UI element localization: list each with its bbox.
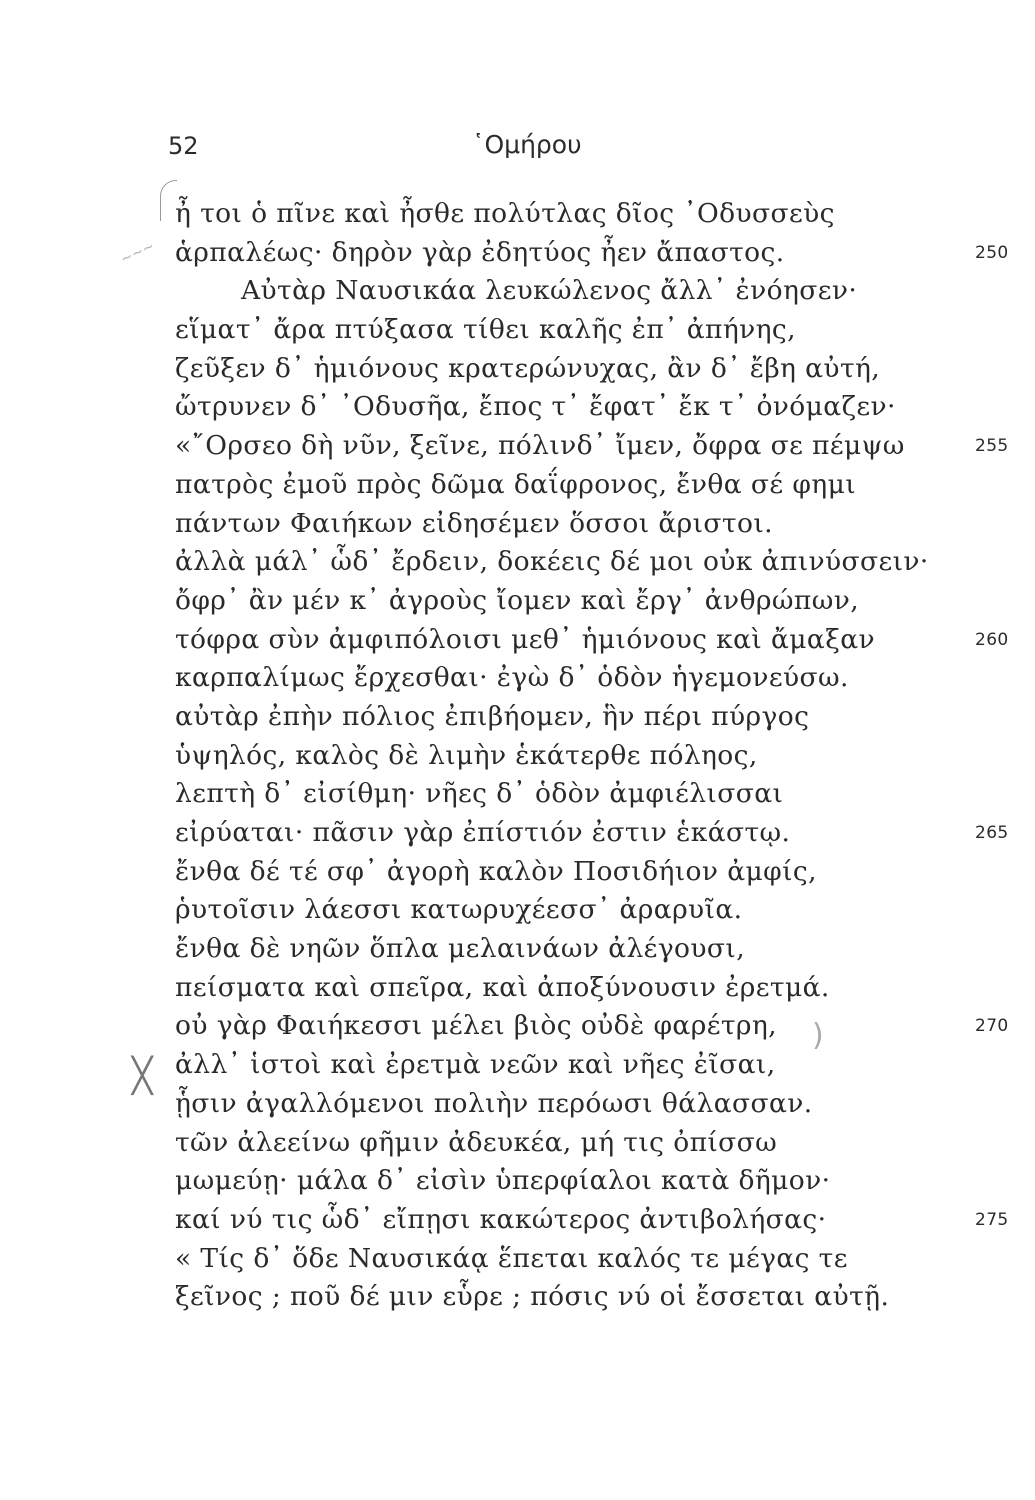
pencil-paren-mark: ) [812, 1018, 824, 1053]
verse-line [175, 930, 975, 969]
verse-line [175, 350, 975, 389]
page-number: 52 [168, 132, 199, 160]
verse-text: ἦ τοι ὁ πῖνε καὶ ἦσθε πολύτλας δῖος ᾿Οδυσσεὺς [175, 198, 835, 229]
verse-line [175, 1046, 975, 1085]
verse-line [175, 1162, 975, 1201]
verse-text: μωμεύῃ· μάλα δ᾿ εἰσὶν ὑπερφίαλοι κατὰ δῆμον· [175, 1165, 831, 1197]
verse-line [175, 388, 975, 427]
verse-text: καρπαλίμως ἔρχεσθαι· ἐγὼ δ᾿ ὁδὸν ἡγεμονεύσω. [175, 662, 849, 694]
verse-line [175, 195, 975, 234]
verse-text: οὐ γὰρ Φαιήκεσσι μέλει βιὸς οὐδὲ φαρέτρη, [175, 1010, 777, 1042]
verse-line [175, 311, 975, 350]
verse-line [175, 1085, 975, 1124]
verse-text: πάντων Φαιήκων εἰδησέμεν ὅσσοι ἄριστοι. [175, 507, 773, 539]
verse-line [175, 891, 975, 930]
pencil-cross-mark: ╳ [132, 1056, 153, 1096]
verse-line [175, 543, 975, 582]
verse-line [175, 775, 975, 814]
verse-text: ζεῦξεν δ᾿ ἡμιόνους κρατερώνυχας, ἂν δ᾿ ἔβη αὐτή, [175, 352, 881, 384]
verse-line [175, 969, 975, 1008]
line-number: 270 [975, 1016, 1009, 1037]
line-number: 275 [975, 1209, 1009, 1230]
verse-line [175, 1201, 1009, 1240]
verse-text: τῶν ἀλεείνω φῆμιν ἀδευκέα, μή τις ὀπίσσω [175, 1126, 778, 1158]
verse-text: ᾗσιν ἀγαλλόμενοι πολιὴν περόωσι θάλασσαν. [175, 1087, 813, 1119]
verse-text: Αὐτὰρ Ναυσικάα λευκώλενος ἄλλ᾿ ἐνόησεν· [241, 275, 858, 307]
verse-text: ἔνθα δὲ νηῶν ὅπλα μελαινάων ἀλέγουσι, [175, 933, 746, 965]
verse-line [175, 1240, 975, 1279]
verse-text: ὤτρυνεν δ᾿ ᾿Οδυσῆα, ἔπος τ᾿ ἔφατ᾿ ἔκ τ᾿ ὀνόμαζεν· [175, 391, 896, 423]
verse-line [175, 814, 1009, 853]
verse-line [175, 234, 1009, 273]
verse-text: «῎Ορσεο δὴ νῦν, ξεῖνε, πόλινδ᾿ ἴμεν, ὄφρα σε πέμψω [175, 430, 905, 462]
verse-text: πείσματα καὶ σπεῖρα, καὶ ἀποξύνουσιν ἐρετμά. [175, 971, 830, 1003]
verse-line [175, 582, 975, 621]
verse-line [175, 1007, 1009, 1046]
verse-line [175, 505, 975, 544]
verse-text: εἰρύαται· πᾶσιν γὰρ ἐπίστιόν ἐστιν ἑκάστῳ. [175, 817, 791, 848]
verse-text: πατρὸς ἐμοῦ πρὸς δῶμα δαΐφρονος, ἔνθα σέ φημι [175, 468, 856, 500]
running-title: ῾Ομήρου [472, 130, 582, 159]
line-number: 255 [975, 436, 1009, 457]
verse-text: ἁρπαλέως· δηρὸν γὰρ ἐδητύος ἦεν ἄπαστος. [175, 236, 785, 268]
verse-line [175, 659, 975, 698]
verse-text: ὄφρ᾿ ἂν μέν κ᾿ ἀγροὺς ἴομεν καὶ ἔργ᾿ ἀνθρώπων, [175, 584, 860, 616]
verse-line [175, 621, 1009, 660]
verse-line [175, 1124, 975, 1163]
verse-text: αὐτὰρ ἐπὴν πόλιος ἐπιβήομεν, ἣν πέρι πύργος [175, 700, 810, 732]
line-number: 265 [975, 823, 1009, 843]
verse-text: εἵματ᾿ ἄρα πτύξασα τίθει καλῆς ἐπ᾿ ἀπήνης, [175, 314, 796, 346]
verse-line [175, 737, 975, 776]
verse-text: καί νύ τις ὧδ᾿ εἴπῃσι κακώτερος ἀντιβολήσας· [175, 1203, 827, 1235]
verse-line [175, 698, 975, 737]
pencil-scribble-mark: ~~~ [118, 238, 157, 268]
verse-text: ἀλλὰ μάλ᾿ ὧδ᾿ ἔρδειν, δοκέεις δέ μοι οὐκ ἀπινύσσειν· [175, 546, 929, 578]
verse-text: ἔνθα δέ τέ σφ᾿ ἀγορὴ καλὸν Ποσιδήιον ἀμφίς, [175, 855, 817, 887]
verse-line [175, 427, 1009, 466]
verse-line [175, 466, 975, 505]
verse-text: ἀλλ᾿ ἱστοὶ καὶ ἐρετμὰ νεῶν καὶ νῆες ἐῖσαι, [175, 1049, 776, 1081]
verse-text: ὑψηλός, καλὸς δὲ λιμὴν ἑκάτερθε πόληος, [175, 739, 758, 771]
verse-text: ξεῖνος ; ποῦ δέ μιν εὗρε ; πόσις νύ οἱ ἔσσεται αὐτῇ. [175, 1281, 890, 1313]
line-number: 250 [975, 242, 1009, 263]
line-number: 260 [975, 629, 1009, 650]
verse-text: τόφρα σὺν ἀμφιπόλοισι μεθ᾿ ἡμιόνους καὶ ἄμαξαν [175, 623, 876, 655]
verse-block [175, 195, 1009, 1317]
verse-line [175, 272, 975, 311]
verse-text: « Τίς δ᾿ ὅδε Ναυσικάᾳ ἕπεται καλός τε μέγας τε [175, 1242, 848, 1274]
verse-text: ῥυτοῖσιν λάεσσι κατωρυχέεσσ᾿ ἀραρυῖα. [175, 894, 743, 926]
verse-line [175, 853, 975, 892]
verse-line [175, 1278, 975, 1317]
verse-text: λεπτὴ δ᾿ εἰσίθμη· νῆες δ᾿ ὁδὸν ἀμφιέλισσαι [175, 778, 784, 810]
